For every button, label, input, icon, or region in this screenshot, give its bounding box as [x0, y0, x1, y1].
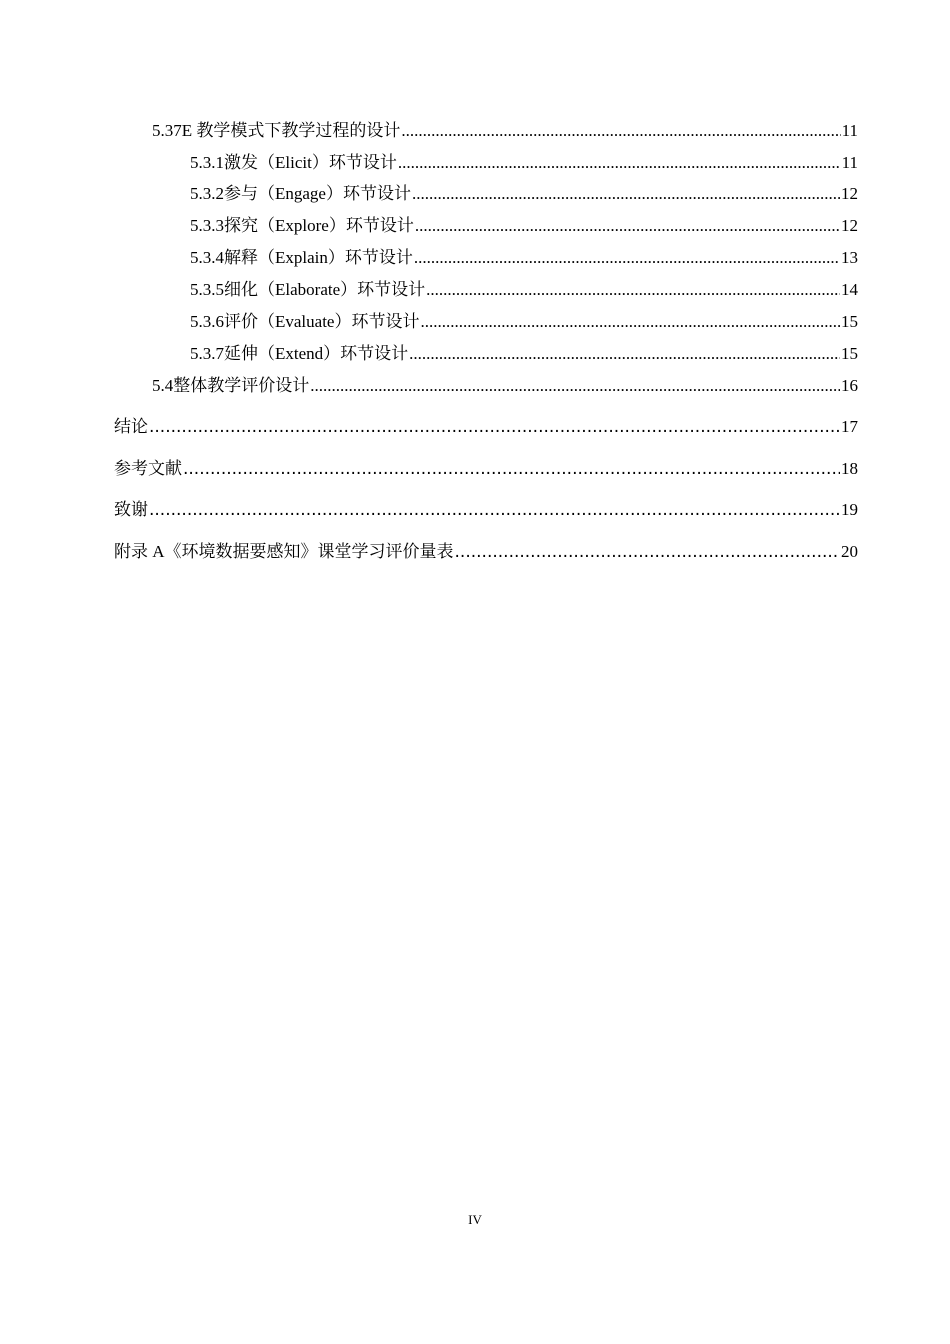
toc-title: 解释（Explain）环节设计 [224, 248, 413, 267]
toc-number: 5.3.4 [190, 248, 224, 267]
dot-leader [401, 121, 840, 141]
toc-entry[interactable] [114, 459, 858, 479]
dot-leader [420, 312, 840, 332]
toc-page-number: 17 [841, 417, 858, 436]
toc-page-number: 14 [841, 280, 858, 299]
toc-entry[interactable] [190, 248, 858, 268]
toc-number: 5.3 [152, 121, 174, 140]
toc-page-number: 12 [841, 216, 858, 235]
toc-page-number: 15 [841, 312, 858, 331]
toc-entry[interactable] [190, 153, 858, 173]
page-footer-number: IV [468, 1212, 482, 1227]
toc-title: 激发（Elicit）环节设计 [224, 153, 397, 172]
dot-leader [412, 184, 840, 204]
toc-title: 《环境数据要感知》课堂学习评价量表 [164, 542, 454, 562]
dot-leader [149, 500, 840, 520]
toc-entry[interactable] [190, 280, 858, 300]
toc-page-number: 18 [841, 459, 858, 478]
toc-entry[interactable] [190, 184, 858, 204]
toc-title: 参与（Engage）环节设计 [224, 184, 411, 203]
toc-page-number: 16 [841, 376, 858, 395]
dot-leader [426, 280, 840, 300]
toc-title: 7E 教学模式下教学过程的设计 [173, 121, 401, 140]
toc-page-number: 15 [841, 344, 858, 363]
toc-number: 5.3.1 [190, 153, 224, 172]
toc-entry[interactable] [114, 500, 858, 520]
dot-leader [149, 417, 840, 437]
dot-leader [455, 542, 840, 562]
toc-title: 评价（Evaluate）环节设计 [224, 312, 420, 331]
toc-title: 整体教学评价设计 [173, 376, 310, 395]
dot-leader [310, 376, 840, 396]
dot-leader [414, 248, 840, 268]
toc-number: 5.3.7 [190, 344, 224, 363]
dot-leader [183, 459, 840, 479]
toc-entry[interactable] [152, 121, 858, 141]
toc-title: 探究（Explore）环节设计 [224, 216, 414, 235]
toc-entry[interactable] [190, 312, 858, 332]
toc-page-number: 13 [841, 248, 858, 267]
toc-entry[interactable] [190, 344, 858, 364]
toc-entry[interactable] [190, 216, 858, 236]
toc-entry[interactable] [114, 417, 858, 437]
toc-number: 5.3.6 [190, 312, 224, 331]
toc-entry[interactable] [152, 376, 858, 396]
dot-leader [409, 344, 840, 364]
toc-page-number: 12 [841, 184, 858, 203]
toc-title: 细化（Elaborate）环节设计 [224, 280, 426, 299]
toc-page-number: 11 [841, 121, 858, 140]
toc-entry[interactable] [114, 542, 858, 562]
toc-page-number: 19 [841, 500, 858, 519]
toc-number: 5.3.5 [190, 280, 224, 299]
dot-leader [415, 216, 840, 236]
toc-page-number: 20 [841, 542, 858, 561]
toc-title: 结论 [114, 417, 148, 437]
toc-page-number: 11 [841, 153, 858, 172]
toc-number: 5.3.2 [190, 184, 224, 203]
toc-number: 5.3.3 [190, 216, 224, 235]
dot-leader [398, 153, 841, 173]
toc-title: 致谢 [114, 500, 148, 520]
toc-title: 参考文献 [114, 459, 182, 479]
toc-number: 5.4 [152, 376, 174, 395]
toc-title: 延伸（Extend）环节设计 [224, 344, 409, 363]
toc-number: 附录 A [114, 542, 165, 561]
